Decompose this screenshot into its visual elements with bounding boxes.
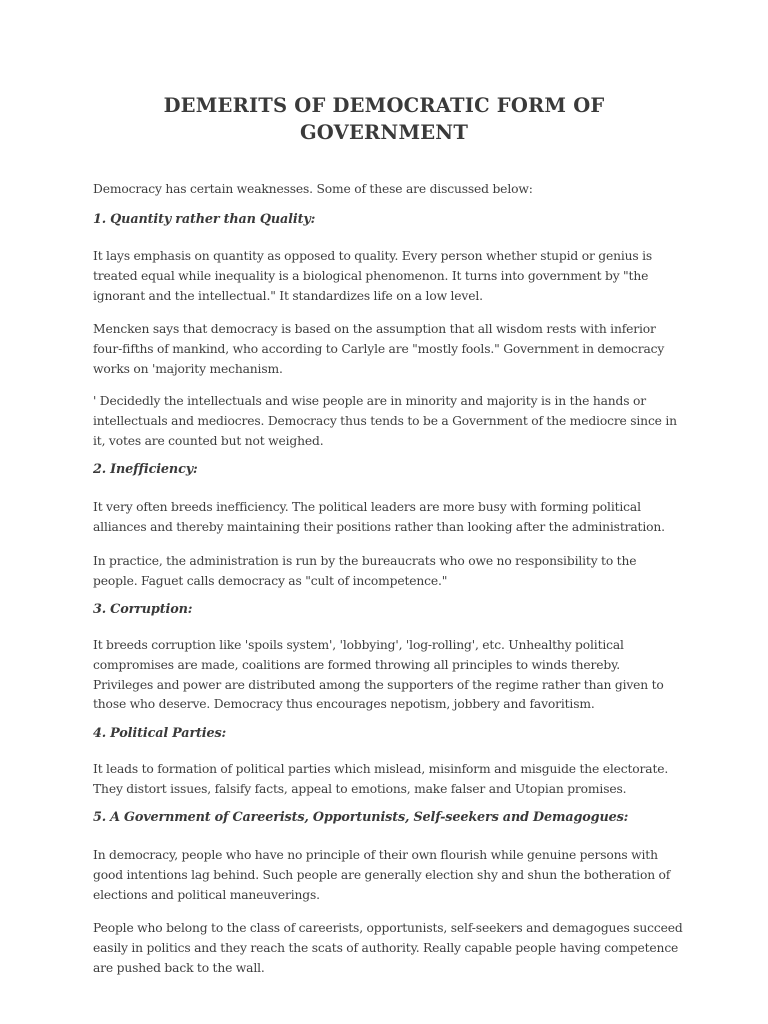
paragraph: It breeds corruption like 'spoils system', 'lobbying', 'log-rolling', etc. Unhealthy political compromises are made, coalitions are formed throwing all principles to winds thereby. Privileges and power are distributed among the supporters of the regime rather than given to those who deserve. Democracy thus encourages nepotism, jobbery and favoritism. (93, 638, 664, 712)
paragraph: In democracy, people who have no principle of their own flourish while genuine persons with good intentions lag behind. Such people are generally election shy and shun the botheration of elections and political maneuverings. (93, 848, 671, 902)
paragraph: It very often breeds inefficiency. The political leaders are more busy with forming political alliances and thereby maintaining their positions rather than looking after the administration. (93, 500, 665, 534)
paragraph: In practice, the administration is run by the bureaucrats who owe no responsibility to the people. Faguet calls democracy as "cult of incompetence." (93, 554, 637, 588)
section-heading-corruption: 3. Corruption: (93, 602, 193, 617)
paragraph: It lays emphasis on quantity as opposed to quality. Every person whether stupid or genius is treated equal while inequality is a biological phenomenon. It turns into government by "the ignorant and the intellectual." It standardizes life on a low level. (93, 249, 653, 303)
section-heading-political-parties: 4. Political Parties: (93, 726, 227, 741)
document-title: DEMERITS OF DEMOCRATIC FORM OF GOVERNMENT (163, 94, 605, 144)
paragraph: People who belong to the class of careerists, opportunists, self-seekers and demagogues succeed easily in politics and they reach the scats of authority. Really capable people having competence are pushed back to the wall. (93, 921, 683, 975)
section-heading-quantity-rather-than-quality: 1. Quantity rather than Quality: (93, 212, 316, 227)
paragraph: It leads to formation of political parties which mislead, misinform and misguide the electorate. They distort issues, falsify facts, appeal to emotions, make falser and Utopian promises. (93, 762, 669, 796)
paragraph: ' Decidedly the intellectuals and wise people are in minority and majority is in the hands or intellectuals and mediocres. Democracy thus tends to be a Government of the mediocre since in it, votes are counted but not weighed. (93, 394, 677, 448)
intro-paragraph: Democracy has certain weaknesses. Some of these are discussed below: (93, 182, 533, 196)
paragraph: Mencken says that democracy is based on the assumption that all wisdom rests with inferior four-fifths of mankind, who according to Carlyle are "mostly fools." Government in democracy works on 'majority mechanism. (93, 322, 665, 376)
section-heading-government-of-careerists: 5. A Government of Careerists, Opportunists, Self-seekers and Demagogues: (93, 810, 629, 825)
section-heading-inefficiency: 2. Inefficiency: (93, 462, 198, 477)
